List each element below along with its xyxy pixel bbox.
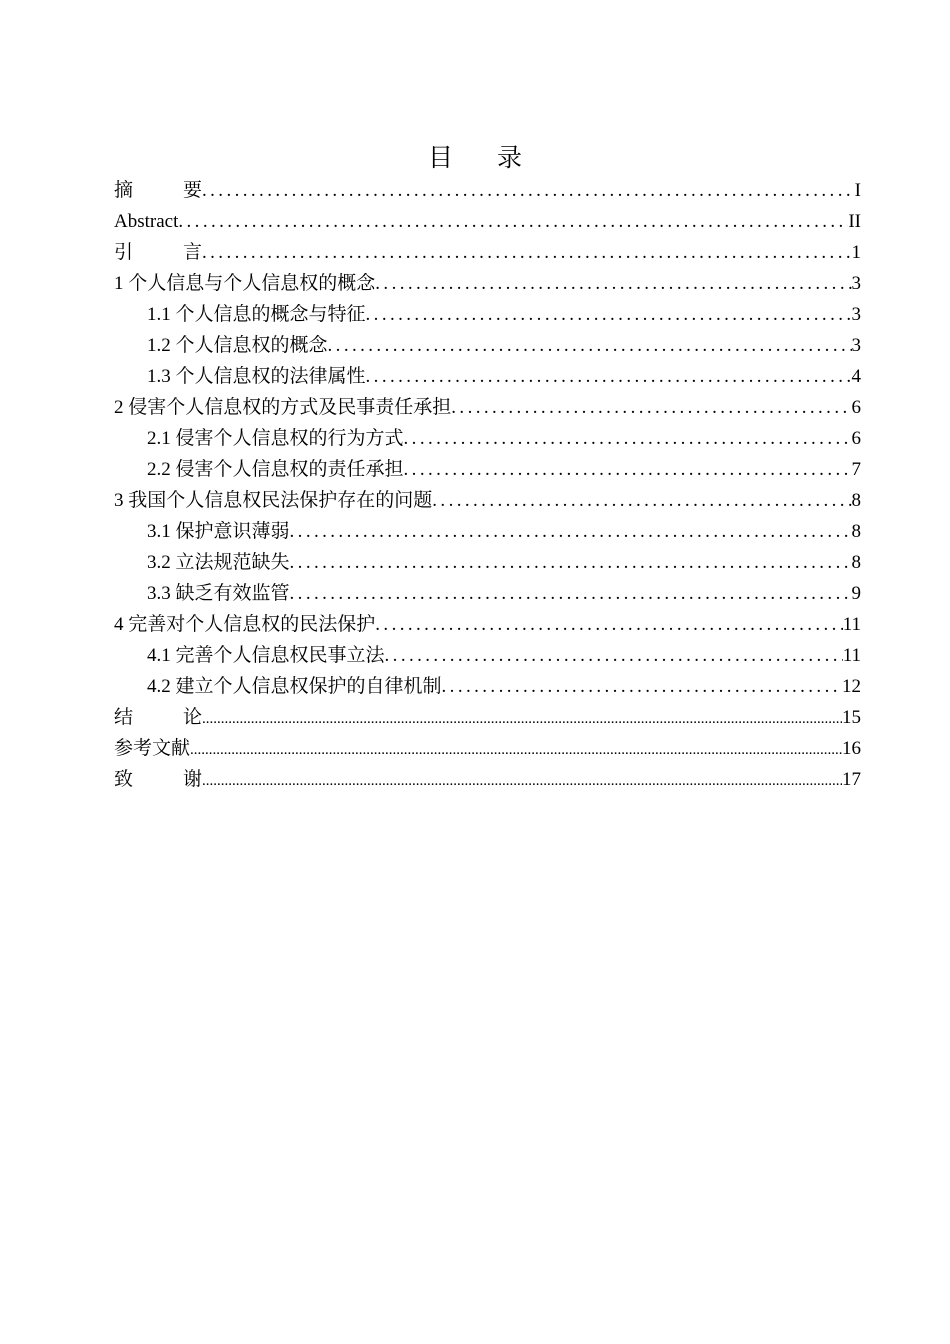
toc-entry-page-number: 8	[851, 521, 861, 542]
toc-entry-label: 1.3 个人信息权的法律属性	[147, 366, 366, 387]
toc-entry[interactable]	[114, 671, 861, 702]
toc-dot-leader	[404, 454, 852, 485]
toc-title-char-2: 录	[497, 143, 523, 172]
toc-entry-label: 4.1 完善个人信息权民事立法	[147, 645, 385, 666]
toc-entry-page-number: 11	[842, 614, 861, 635]
toc-entry[interactable]	[114, 175, 861, 206]
toc-dot-leader	[290, 578, 852, 609]
toc-entry[interactable]	[114, 454, 861, 485]
toc-entry-label: 1.2 个人信息权的概念	[147, 335, 328, 356]
toc-entry-label: 2.2 侵害个人信息权的责任承担	[147, 459, 404, 480]
toc-entry-label: 2.1 侵害个人信息权的行为方式	[147, 428, 404, 449]
toc-dot-leader	[328, 330, 852, 361]
toc-dot-leader	[432, 485, 851, 516]
toc-entry[interactable]	[114, 206, 861, 237]
toc-entry-label: 4.2 建立个人信息权保护的自律机制	[147, 676, 442, 697]
toc-entry[interactable]	[114, 516, 861, 547]
toc-entry-page-number: 12	[842, 676, 861, 697]
toc-entry-label: 1 个人信息与个人信息权的概念	[114, 273, 376, 294]
toc-dot-leader	[202, 175, 855, 206]
toc-entry[interactable]	[114, 485, 861, 516]
toc-dot-leader	[385, 640, 843, 671]
toc-entry[interactable]	[114, 578, 861, 609]
toc-entry-label: 3 我国个人信息权民法保护存在的问题	[114, 490, 433, 511]
toc-entry[interactable]	[114, 237, 861, 268]
toc-dot-leader	[178, 206, 848, 237]
toc-entry-page-number: 7	[851, 459, 861, 480]
toc-entry[interactable]	[114, 299, 861, 330]
toc-entry-page-number: 3	[851, 273, 861, 294]
toc-entry-label: 3.1 保护意识薄弱	[147, 521, 290, 542]
toc-dot-leader	[451, 392, 851, 423]
toc-entry-page-number: 8	[851, 490, 861, 511]
toc-entry-label: 3.2 立法规范缺失	[147, 552, 290, 573]
toc-entry[interactable]	[114, 733, 861, 764]
toc-entry-page-number: 6	[851, 397, 861, 418]
toc-entry-label: 4 完善对个人信息权的民法保护	[114, 614, 376, 635]
toc-entry-label: 摘 要	[114, 180, 202, 201]
toc-dot-leader	[290, 547, 852, 578]
toc-entry-page-number: II	[848, 211, 861, 232]
toc-dot-leader	[375, 609, 842, 640]
toc-entry-page-number: 15	[842, 707, 861, 728]
toc-entry-page-number: 16	[842, 738, 861, 759]
toc-dot-leader	[202, 237, 852, 268]
toc-entry[interactable]	[114, 609, 861, 640]
toc-entry[interactable]	[114, 392, 861, 423]
toc-entry-page-number: 8	[851, 552, 861, 573]
toc-entry-page-number: I	[854, 180, 861, 201]
toc-dot-leader	[202, 766, 842, 795]
toc-entry[interactable]	[114, 764, 861, 795]
toc-dot-leader	[366, 299, 852, 330]
toc-entry-label: Abstract	[114, 211, 179, 232]
toc-entry-page-number: 17	[842, 769, 861, 790]
toc-title-char-1: 目	[427, 143, 453, 172]
toc-entry-page-number: 3	[851, 304, 861, 325]
toc-entry[interactable]	[114, 361, 861, 392]
toc-entry-page-number: 9	[851, 583, 861, 604]
toc-entry-label: 1.1 个人信息的概念与特征	[147, 304, 366, 325]
toc-entry-page-number: 1	[851, 242, 861, 263]
toc-entry[interactable]	[114, 547, 861, 578]
toc-entry[interactable]	[114, 268, 861, 299]
toc-dot-leader	[366, 361, 852, 392]
toc-entry-page-number: 6	[851, 428, 861, 449]
toc-entry-label: 2 侵害个人信息权的方式及民事责任承担	[114, 397, 452, 418]
toc-dot-leader	[375, 268, 851, 299]
table-of-contents	[114, 175, 861, 795]
toc-dot-leader	[442, 671, 842, 702]
toc-entry-label: 3.3 缺乏有效监管	[147, 583, 290, 604]
toc-entry-page-number: 3	[851, 335, 861, 356]
toc-entry[interactable]	[114, 640, 861, 671]
toc-dot-leader	[190, 735, 842, 764]
toc-dot-leader	[290, 516, 852, 547]
toc-dot-leader	[404, 423, 852, 454]
toc-entry[interactable]	[114, 423, 861, 454]
toc-entry[interactable]	[114, 330, 861, 361]
toc-entry[interactable]	[114, 702, 861, 733]
toc-entry-label: 参考文献	[114, 738, 191, 759]
toc-entry-label: 引 言	[114, 242, 202, 263]
toc-dot-leader	[202, 704, 842, 733]
toc-entry-label: 致 谢	[114, 769, 202, 790]
toc-entry-label: 结 论	[114, 707, 202, 728]
toc-entry-page-number: 4	[851, 366, 861, 387]
toc-title	[0, 141, 950, 175]
toc-entry-page-number: 11	[842, 645, 861, 666]
